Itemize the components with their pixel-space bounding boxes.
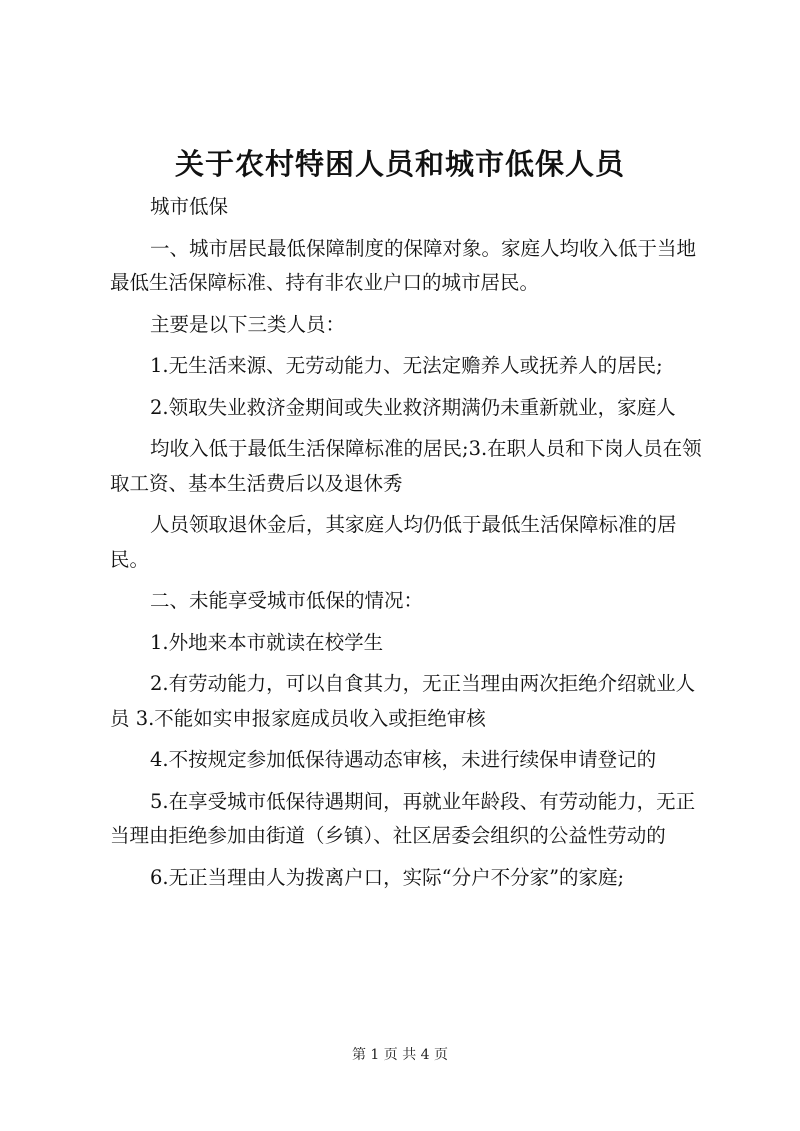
paragraph: 城市低保	[150, 195, 229, 218]
paragraph: 人员领取退休金后，其家庭人均仍低于最低生活保障标准的居民。	[110, 513, 677, 571]
paragraph: 二、未能享受城市低保的情况：	[150, 589, 424, 612]
document-title: 关于农村特困人员和城市低保人员	[174, 147, 625, 181]
page-footer: 第 1 页 共 4 页	[351, 1047, 449, 1063]
paragraph: 1.无生活来源、无劳动能力、无法定赡养人或抚养人的居民;	[150, 354, 663, 377]
document-body	[110, 190, 710, 895]
paragraph: 均收入低于最低生活保障标准的居民;3.在职人员和下岗人员在领取工资、基本生活费后以及退休秀	[110, 437, 702, 495]
paragraph: 6.无正当理由人为拨离户口，实际“分户不分家”的家庭;	[150, 865, 625, 889]
paragraph: 2.领取失业救济金期间或失业救济期满仍未重新就业，家庭人	[150, 395, 676, 419]
paragraph: 一、城市居民最低保障制度的保障对象。家庭人均收入低于当地最低生活保障标准、持有非农业户口的城市居民。	[110, 236, 697, 294]
paragraph: 主要是以下三类人员：	[150, 312, 346, 336]
paragraph: 2.有劳动能力，可以自食其力，无正当理由两次拒绝介绍就业人员 3.不能如实申报家庭成员收入或拒绝审核	[110, 672, 696, 730]
paragraph: 1.外地来本市就读在校学生	[150, 630, 384, 654]
paragraph: 5.在享受城市低保待遇期间，再就业年龄段、有劳动能力，无正当理由拒绝参加由街道（乡镇）、社区居委会组织的公益性劳动的	[110, 789, 696, 847]
paragraph: 4.不按规定参加低保待遇动态审核，未进行续保申请登记的	[150, 748, 657, 771]
